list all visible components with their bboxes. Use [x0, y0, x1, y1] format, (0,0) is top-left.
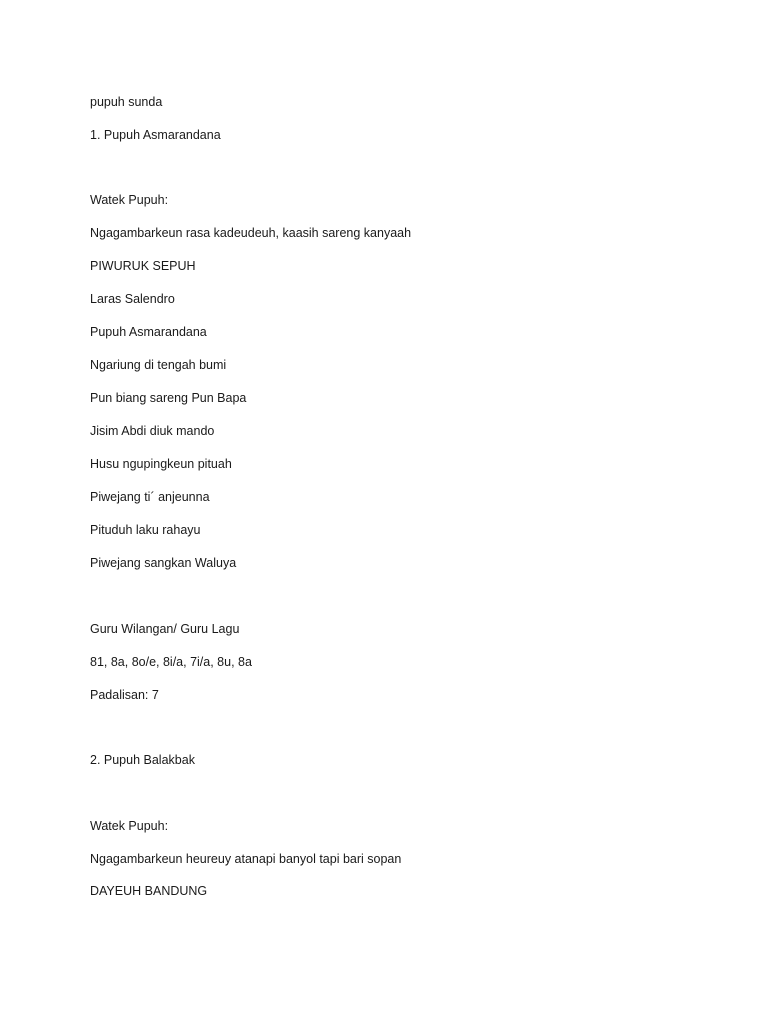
lyric-line: Piwejang sangkan Waluya	[90, 556, 237, 570]
lyric-line: Pituduh laku rahayu	[90, 523, 201, 537]
section-heading-balakbak: 2. Pupuh Balakbak	[90, 753, 195, 767]
lyric-line: Pun biang sareng Pun Bapa	[90, 391, 247, 405]
watek-label: Watek Pupuh:	[90, 193, 169, 207]
watek-text: Ngagambarkeun rasa kadeudeuh, kaasih sareng kanyaah	[90, 226, 412, 240]
guru-values: 81, 8a, 8o/e, 8i/a, 7i/a, 8u, 8a	[90, 655, 252, 669]
lyric-line: Ngariung di tengah bumi	[90, 358, 227, 372]
watek-label: Watek Pupuh:	[90, 819, 169, 833]
section-heading-asmarandana: 1. Pupuh Asmarandana	[90, 128, 221, 142]
lyric-line: Piwejang ti´ anjeunna	[90, 490, 210, 504]
laras-line: Laras Salendro	[90, 292, 175, 306]
song-title: PIWURUK SEPUH	[90, 259, 196, 273]
lyric-line: Jisim Abdi diuk mando	[90, 424, 215, 438]
watek-text: Ngagambarkeun heureuy atanapi banyol tapi bari sopan	[90, 852, 402, 866]
padalisan-line: Padalisan: 7	[90, 688, 159, 702]
document-header: pupuh sunda	[90, 95, 163, 109]
lyric-line: Husu ngupingkeun pituah	[90, 457, 232, 471]
guru-label: Guru Wilangan/ Guru Lagu	[90, 622, 240, 636]
song-title: DAYEUH BANDUNG	[90, 884, 208, 898]
pupuh-name-line: Pupuh Asmarandana	[90, 325, 207, 339]
